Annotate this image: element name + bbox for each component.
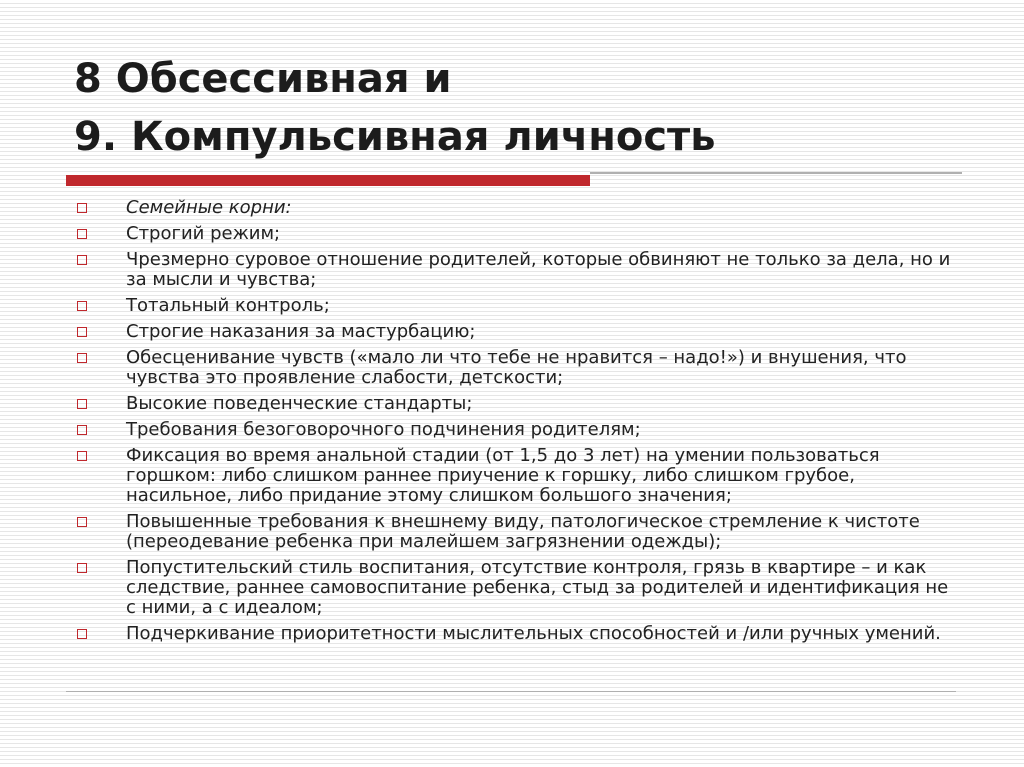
hollow-square-bullet-icon (77, 327, 87, 337)
list-item (74, 224, 954, 244)
bullet-list (74, 198, 954, 650)
hollow-square-bullet-icon (77, 425, 87, 435)
list-item (74, 198, 954, 218)
hollow-square-bullet-icon (77, 203, 87, 213)
list-item-text: Подчеркивание приоритетности мыслительных способностей и /или ручных умений. (126, 623, 941, 644)
list-item-text: Строгий режим; (126, 223, 281, 244)
list-item (74, 446, 954, 506)
hollow-square-bullet-icon (77, 629, 87, 639)
list-item-text: Строгие наказания за мастурбацию; (126, 321, 476, 342)
list-item (74, 322, 954, 342)
hollow-square-bullet-icon (77, 563, 87, 573)
hollow-square-bullet-icon (77, 517, 87, 527)
hollow-square-bullet-icon (77, 451, 87, 461)
title-accent-rule (590, 172, 962, 174)
list-item-text: Фиксация во время анальной стадии (от 1,5 до 3 лет) на умении пользоваться горшком: либо слишком раннее приучение к горшку, либо слишком грубое, насильное, либо придание этому слишком большого значения; (126, 445, 880, 506)
list-item-text: Требования безоговорочного подчинения родителям; (126, 419, 641, 440)
footer-rule (66, 691, 956, 692)
hollow-square-bullet-icon (77, 301, 87, 311)
list-item-text: Обесценивание чувств («мало ли что тебе не нравится – надо!») и внушения, что чувства это проявление слабости, детскости; (126, 347, 907, 388)
list-item (74, 250, 954, 290)
list-item (74, 420, 954, 440)
list-item (74, 348, 954, 388)
list-item (74, 512, 954, 552)
title-line-1: 8 Обсессивная и (74, 56, 452, 102)
list-item (74, 558, 954, 618)
list-item (74, 624, 954, 644)
list-item-text: Высокие поведенческие стандарты; (126, 393, 473, 414)
list-item-text: Семейные корни: (126, 197, 292, 218)
slide-title (74, 50, 974, 166)
list-item (74, 394, 954, 414)
list-item-text: Попустительский стиль воспитания, отсутствие контроля, грязь в квартире – и как следствие, раннее самовоспитание ребенка, стыд за родителей и идентификация не с ними, а с идеалом; (126, 557, 949, 618)
hollow-square-bullet-icon (77, 255, 87, 265)
hollow-square-bullet-icon (77, 353, 87, 363)
list-item (74, 296, 954, 316)
list-item-text: Тотальный контроль; (126, 295, 330, 316)
hollow-square-bullet-icon (77, 229, 87, 239)
title-accent-bar (66, 175, 590, 186)
title-line-2: 9. Компульсивная личность (74, 114, 716, 160)
list-item-text: Повышенные требования к внешнему виду, патологическое стремление к чистоте (переодевание ребенка при малейшем загрязнении одежды); (126, 511, 920, 552)
list-item-text: Чрезмерно суровое отношение родителей, которые обвиняют не только за дела, но и за мысли и чувства; (126, 249, 951, 290)
hollow-square-bullet-icon (77, 399, 87, 409)
